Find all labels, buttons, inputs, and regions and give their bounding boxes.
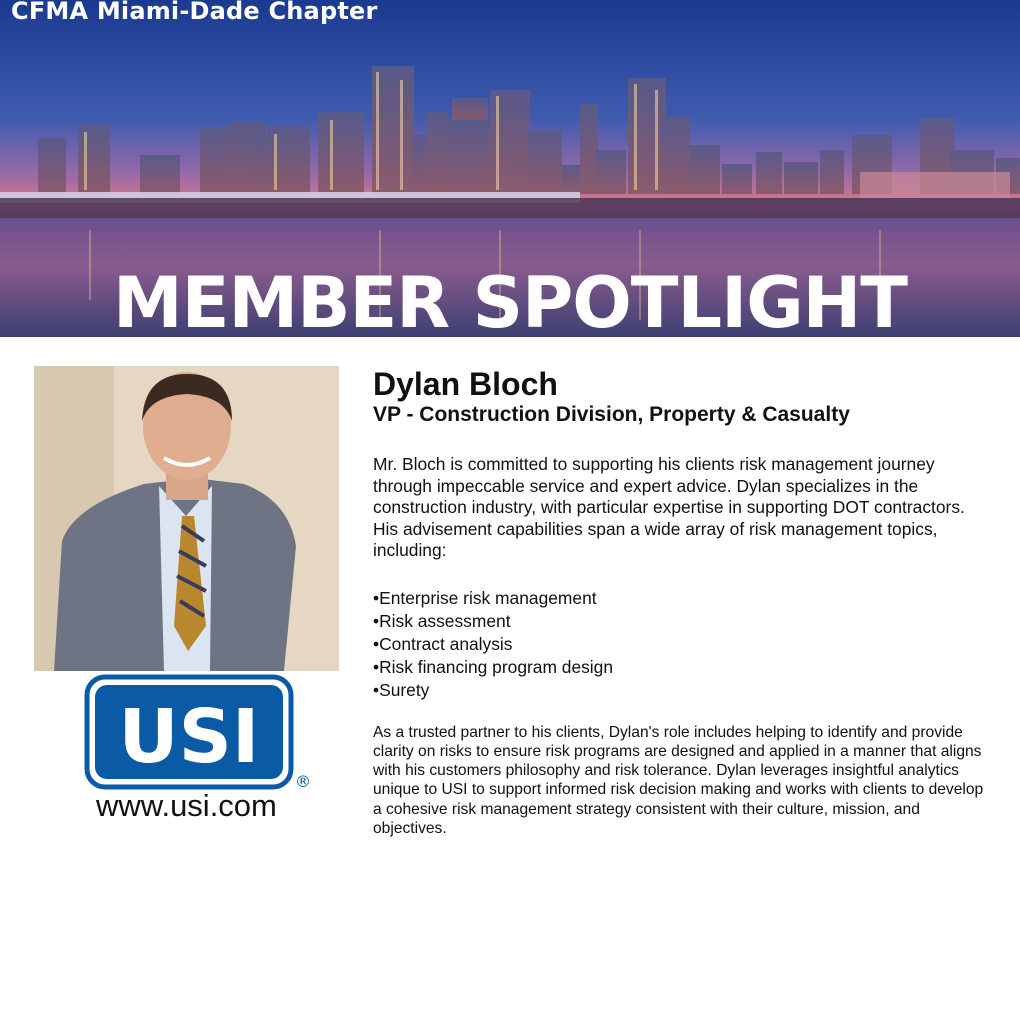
member-name: Dylan Bloch: [373, 366, 558, 402]
profile-photo: [34, 366, 339, 671]
topics-list: [373, 587, 993, 702]
banner: [0, 0, 1020, 337]
registered-mark: ®: [295, 772, 311, 791]
member-description: As a trusted partner to his clients, Dylan's role includes helping to identify and provide clarity on risks to ensure risk programs are designed and applied in a manner that aligns with his customers philosophy and risk tolerance. Dylan leverages insightful analytics unique to USI to support informed risk decision making and works with clients to develop a cohesive risk management strategy consistent with their culture, mission, and objectives.: [373, 723, 984, 837]
list-item: • Risk assessment: [373, 610, 993, 633]
usi-logo-text: USI: [118, 694, 260, 780]
banner-title: MEMBER SPOTLIGHT: [113, 262, 907, 337]
list-item: • Contract analysis: [373, 633, 993, 656]
usi-logo: [84, 674, 314, 794]
company-website: www.usi.com: [96, 788, 277, 823]
list-item: • Risk financing program design: [373, 656, 993, 679]
list-item: • Enterprise risk management: [373, 587, 993, 610]
member-title: VP - Construction Division, Property & Casualty: [373, 403, 850, 426]
member-bio: Mr. Bloch is committed to supporting his clients risk management journey through impeccable service and expert advice. Dylan specializes in the construction industry, with particular expertise in supporting DOT contractors. His advisement capabilities span a wide array of risk management topics, including:: [373, 454, 965, 560]
chapter-name: CFMA Miami-Dade Chapter: [11, 0, 378, 25]
profile-content: [373, 366, 993, 838]
list-item: • Surety: [373, 679, 993, 702]
